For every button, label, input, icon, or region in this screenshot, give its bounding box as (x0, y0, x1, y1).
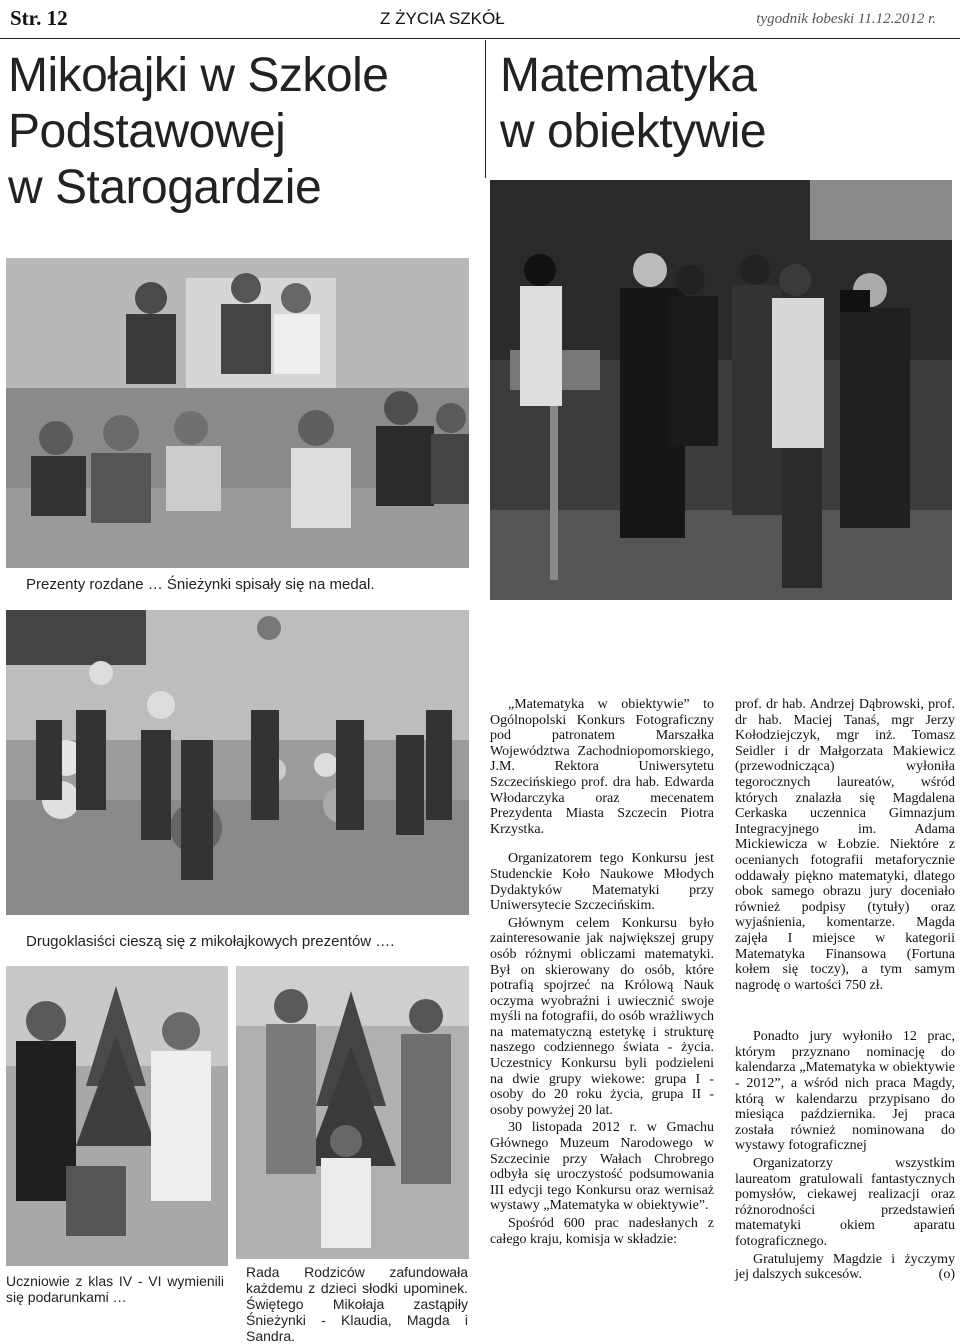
photo-gift-exchange (6, 966, 228, 1266)
column-divider (485, 40, 486, 178)
article2-column-2 (735, 697, 955, 1285)
paragraph (735, 1252, 955, 1283)
photo-award-ceremony (490, 180, 952, 600)
photo-snowflakes (236, 966, 469, 1259)
photo-children-gifts (6, 258, 469, 568)
author-signature: (o) (938, 1267, 955, 1283)
caption-photo4: Uczniowie z klas IV - VI wymienili się podarunkami … (6, 1273, 224, 1305)
publication-date: tygodnik łobeski 11.12.2012 r. (756, 11, 936, 27)
page-number: Str. 12 (10, 6, 68, 30)
article1-title-line: w Starogardzie (8, 161, 322, 214)
article1-title (8, 48, 388, 216)
paragraph: Spośród 600 prac nadesłanych z całego kraju, komisja w składzie: (490, 1216, 714, 1247)
article1-title-line: Podstawowej (8, 105, 286, 158)
article2-title-line: Matematyka (500, 49, 757, 102)
caption-photo3: Drugoklasiści cieszą się z mikołajkowych prezentów …. (26, 933, 395, 950)
article2-title-line: w obiektywie (500, 105, 767, 158)
paragraph: Organizatorzy wszystkim laureatom gratulowali fantastycznych pomysłów, ciekawej realizacji oraz różnorodności przedstawień matematyki okiem aparatu fotograficznego. (735, 1156, 955, 1249)
photo-balloons (6, 610, 469, 915)
paragraph: Ponadto jury wyłoniło 12 prac, którym przyznano nominację do kalendarza „Matematyka w obiektywie - 2012”, a wśród nich praca Magdy, którą w kalendarzu przypisano do miesiąca października. Jej praca została również nominowana do wystawy fotograficznej (735, 1029, 955, 1154)
article2-title (500, 48, 766, 160)
paragraph: 30 listopada 2012 r. w Gmachu Głównego Muzeum Narodowego w Szczecinie przy Wałach Chrobrego odbyła się uroczystość podsumowania III edycji tego Konkursu oraz wernisaż wystawy „Matematyka w obiektywie”. (490, 1120, 714, 1214)
paragraph: Organizatorem tego Konkursu jest Studenckie Koło Naukowe Młodych Dydaktyków Matematyki przy Uniwersytecie Szczecińskim. (490, 851, 714, 914)
paragraph: prof. dr hab. Andrzej Dąbrowski, prof. dr hab. Maciej Tanaś, mgr Jerzy Kołodziejczyk, mgr inż. Tomasz Seidler i dr Małgorzata Makiewicz (przewodnicząca) wyłoniła tegorocznych laureatów, wśród których znalazła się Magdalena Cerkaska uczennica Gimnazjum Integracyjnego im. Adama Mickiewicza w Łobzie. Niektóre z ocenianych fotografii metaforycznie oddawały piękno matematyki, dlatego obok samego obrazu jury doceniało również podpisy (tytuły) oraz wyjaśnienia, komentarze. Magda zajęła I miejsce w kategorii Matematyka Finansowa (Fortuna kołem się toczy), a tym samym nagrodę o wartości 750 zł. (735, 697, 955, 993)
article1-title-line: Mikołajki w Szkole (8, 49, 389, 102)
section-title: Z ŻYCIA SZKÓŁ (380, 9, 505, 28)
caption-photo1: Prezenty rozdane … Śnieżynki spisały się na medal. (26, 576, 375, 593)
paragraph: „Matematyka w obiektywie” to Ogólnopolski Konkurs Fotograficzny pod patronatem Marszałka Województwa Zachodniopomorskiego, J.M. Rektora Uniwersytetu Szczecińskiego prof. dra hab. Edwarda Włodarczyka oraz mecenatem Prezydenta Miasta Szczecin Piotra Krzystka. (490, 697, 714, 837)
closing-wishes: Gratulujemy Magdzie i życzymy jej dalszych sukcesów. (735, 1251, 955, 1283)
caption-photo5: Rada Rodziców zafundowała każdemu z dzieci słodki upominek. Świętego Mikołaja zastąpiły Śnieżynki - Klaudia, Magda i Sandra. (246, 1264, 468, 1344)
paragraph: Głównym celem Konkursu było zainteresowanie jak największej grupy osób różnymi obliczami matematyki. Był on skierowany do osób, które potrafią spojrzeć na Królową Nauk oczyma wyobraźni i uwiecznić swoje myśli na fotografii, do osób wrażliwych na matematyczną estetykę i strukturę naszego codziennego świata - życia. Uczestnicy Konkursu byli podzieleni na dwie grupy wiekowe: grupa I - osoby do 20 roku życia, grupa II - osoby powyżej 20 lat. (490, 915, 714, 1118)
article2-column-1 (490, 697, 714, 1249)
